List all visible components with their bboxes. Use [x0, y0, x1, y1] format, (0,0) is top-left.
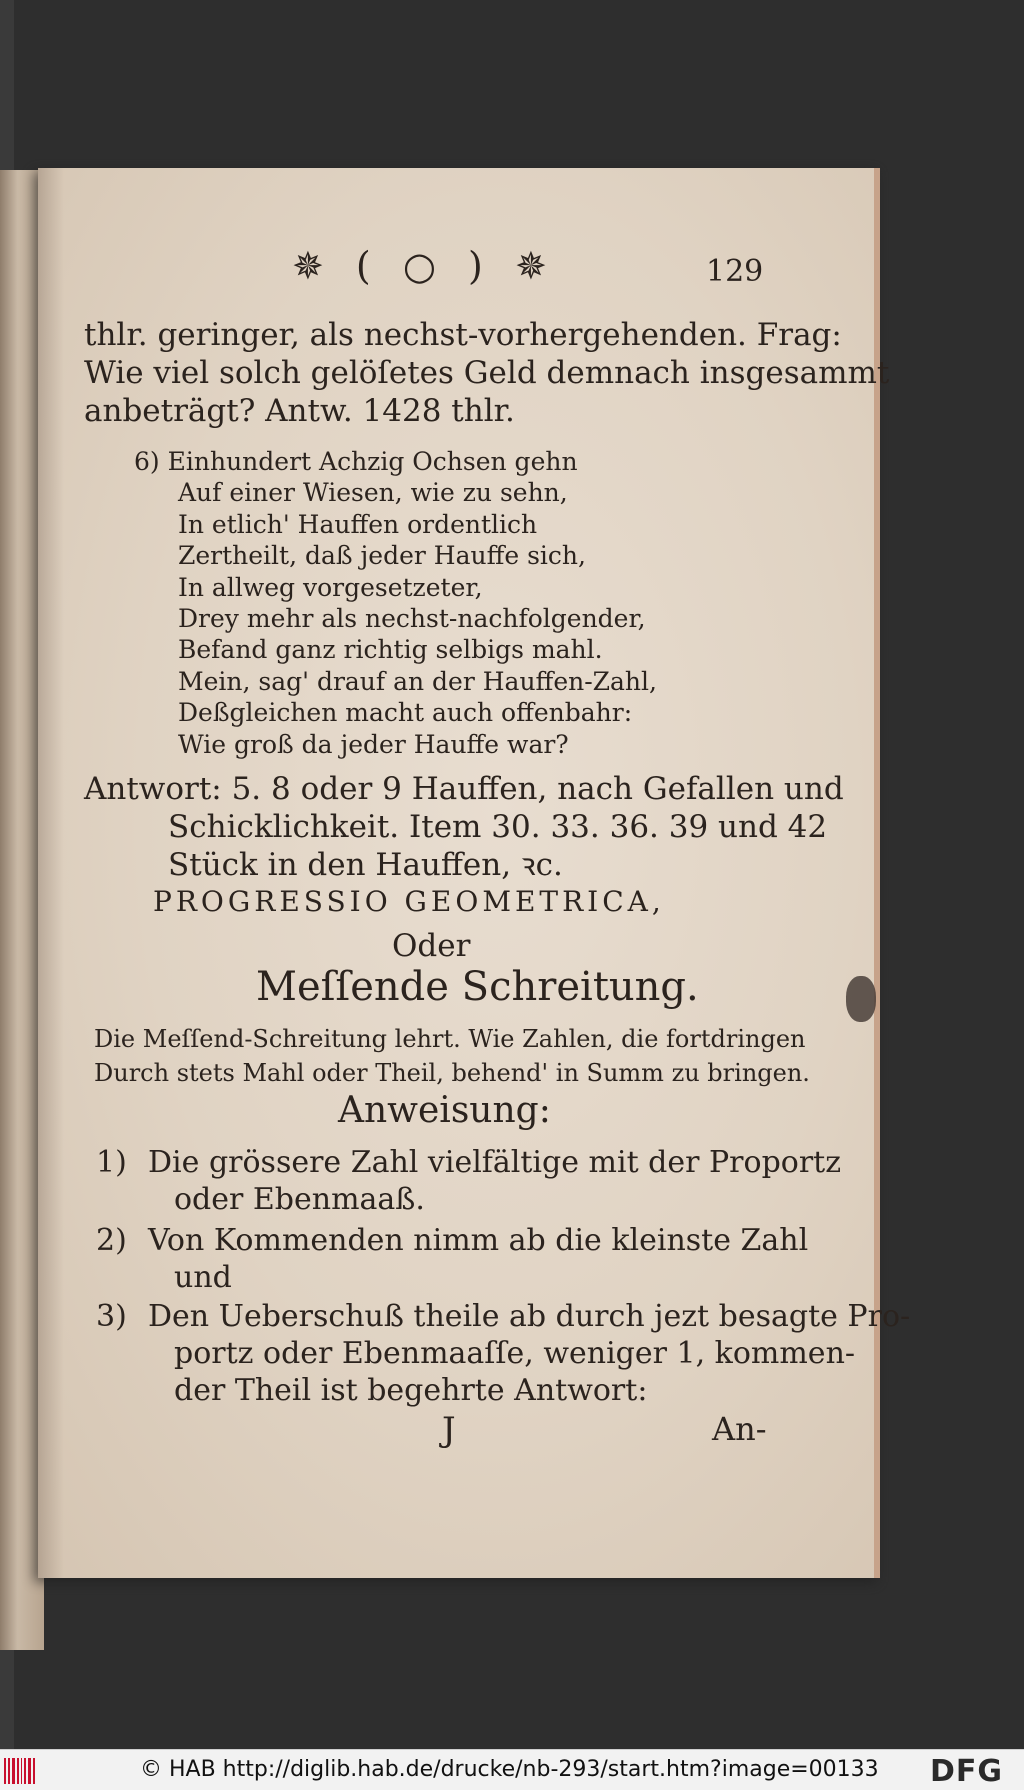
dfg-logo: DFG: [930, 1754, 1004, 1789]
section-heading-oder: Oder: [392, 928, 471, 964]
barcode-icon: [4, 1758, 46, 1784]
page-fold-shadow: [38, 168, 64, 1578]
header-ornament: ✵ ( ○ ) ✵: [292, 244, 557, 288]
poem-line: Befand ganz richtig selbigs mahl.: [178, 635, 603, 665]
step-line: portz oder Ebenmaaſſe, weniger 1, kommen-: [174, 1336, 856, 1371]
poem-number: 6): [134, 447, 160, 476]
step-number: 1): [96, 1145, 127, 1180]
instruction-step: 3) Den Ueberschuß theile ab durch jezt besagte Pro- portz oder Ebenmaaſſe, weniger 1, kommen- der Theil ist begehrte Antwort:: [96, 1299, 911, 1408]
intro-line: anbeträgt? Antw. 1428 thlr.: [84, 393, 515, 429]
page-number: 129: [706, 254, 764, 289]
step-number: 2): [96, 1223, 127, 1258]
section-heading-main: Meſſende Schreitung.: [256, 964, 699, 1010]
intro-line: Wie viel solch gelöſetes Geld demnach insgesammt: [84, 355, 890, 391]
poem-line: 6) Einhundert Achzig Ochsen gehn: [134, 447, 578, 476]
catchword: An-: [712, 1410, 767, 1448]
answer-line: Antwort: 5. 8 oder 9 Hauffen, nach Gefallen und: [84, 771, 844, 807]
poem-line: Auf einer Wiesen, wie zu sehn,: [178, 478, 568, 508]
poem-line: Drey mehr als nechst-nachfolgender,: [178, 604, 646, 634]
poem-line: Mein, sag' drauf an der Hauffen-Zahl,: [178, 666, 657, 696]
answer-paragraph: [84, 770, 844, 884]
signature-mark: J: [442, 1410, 456, 1450]
poem-line: In etlich' Hauffen ordentlich: [178, 509, 538, 539]
intro-paragraph: [84, 316, 889, 430]
footer-bar: [0, 1749, 1024, 1790]
poem-line: Deßgleichen macht auch offenbahr:: [178, 698, 633, 728]
intro-line: thlr. geringer, als nechst-vorhergehenden. Frag:: [84, 317, 842, 353]
riddle-poem: [134, 446, 657, 760]
step-line: und: [174, 1260, 232, 1295]
answer-line: Stück in den Hauffen, ꝛc.: [168, 847, 563, 883]
instruction-step: 1) Die grössere Zahl vielfältige mit der Proportz oder Ebenmaaß.: [96, 1145, 842, 1217]
poem-line: In allweg vorgesetzeter,: [178, 572, 483, 602]
rhyme-couplet: [94, 1022, 810, 1090]
instruction-step: 2) Von Kommenden nimm ab die kleinste Zahl und: [96, 1223, 809, 1295]
poem-line: Wie groß da jeder Hauffe war?: [178, 729, 569, 759]
section-heading-latin: PROGRESSIO GEOMETRICA,: [153, 885, 665, 918]
couplet-line: Durch stets Mahl oder Theil, behend' in Summ zu bringen.: [94, 1059, 810, 1087]
poem-line: Zertheilt, daß jeder Hauffe sich,: [178, 541, 586, 571]
step-number: 3): [96, 1299, 127, 1334]
step-line: oder Ebenmaaß.: [174, 1182, 425, 1217]
source-link[interactable]: © HAB http://diglib.hab.de/drucke/nb-293/start.htm?image=00133: [140, 1757, 879, 1782]
answer-line: Schicklichkeit. Item 30. 33. 36. 39 und 42: [168, 809, 828, 845]
instructions-heading: Anweisung:: [338, 1090, 551, 1131]
couplet-line: Die Meſſend-Schreitung lehrt. Wie Zahlen, die fortdringen: [94, 1025, 806, 1053]
page-edge-stain: [846, 976, 876, 1022]
step-line: der Theil ist begehrte Antwort:: [174, 1373, 648, 1408]
